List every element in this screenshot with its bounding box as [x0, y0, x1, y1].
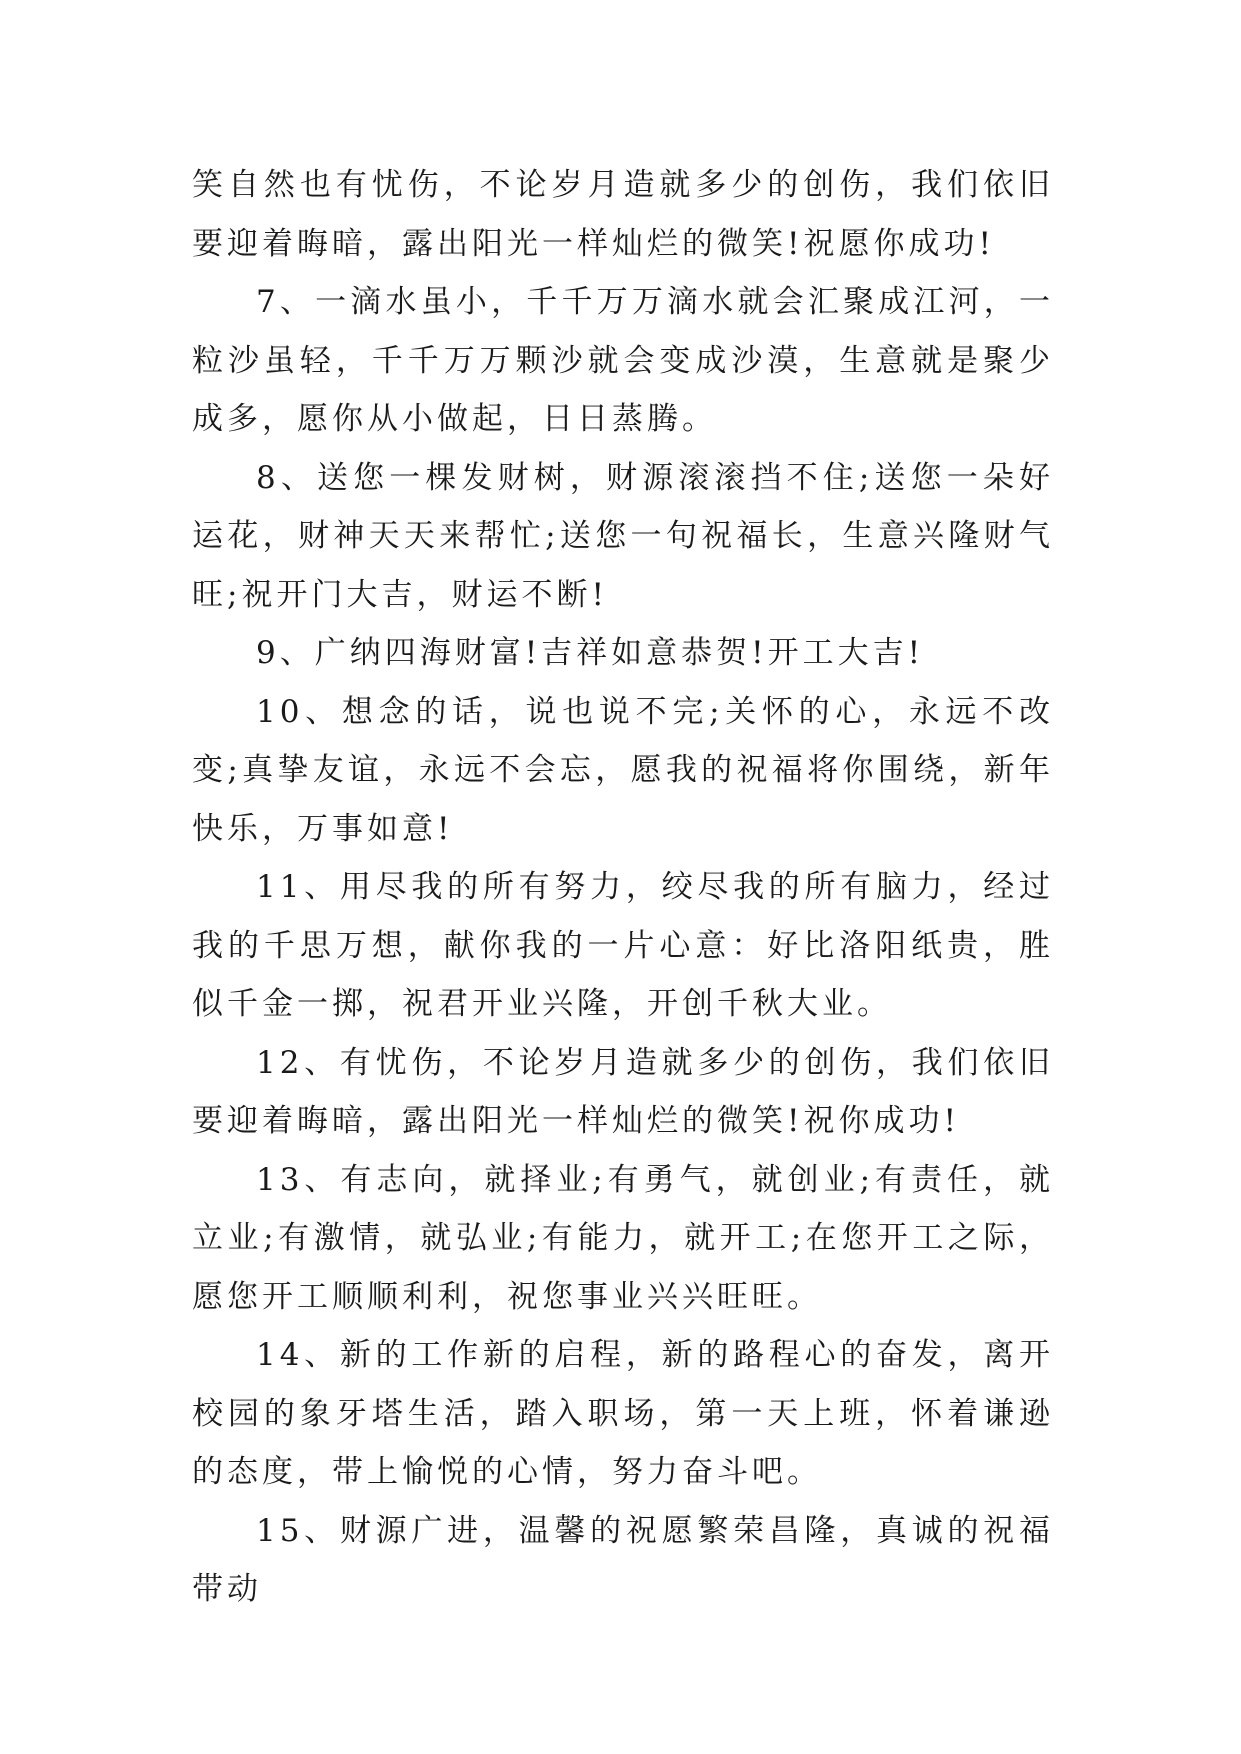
paragraph-item-14: 14、新的工作新的启程，新的路程心的奋发，离开校园的象牙塔生活，踏入职场，第一天上班，怀着谦逊的态度，带上愉悦的心情，努力奋斗吧。 [192, 1337, 1054, 1490]
paragraph-item-12: 12、有忧伤，不论岁月造就多少的创伤，我们依旧要迎着晦暗，露出阳光一样灿烂的微笑!祝你成功! [192, 1044, 1054, 1139]
document-body [192, 156, 1054, 1619]
paragraph-item-9: 9、广纳四海财富!吉祥如意恭贺!开工大吉! [256, 635, 925, 671]
paragraph-continuation: 笑自然也有忧伤，不论岁月造就多少的创伤，我们依旧要迎着晦暗，露出阳光一样灿烂的微笑!祝愿你成功! [192, 167, 1054, 262]
paragraph-item-10: 10、想念的话，说也说不完;关怀的心，永远不改变;真挚友谊，永远不会忘，愿我的祝福将你围绕，新年快乐，万事如意! [192, 693, 1054, 847]
paragraph-item-13: 13、有志向，就择业;有勇气，就创业;有责任，就立业;有激情，就弘业;有能力，就开工;在您开工之际，愿您开工顺顺利利，祝您事业兴兴旺旺。 [192, 1161, 1054, 1315]
paragraph-item-7: 7、一滴水虽小，千千万万滴水就会汇聚成江河，一粒沙虽轻，千千万万颗沙就会变成沙漠，生意就是聚少成多，愿你从小做起，日日蒸腾。 [192, 284, 1054, 437]
paragraph-item-15: 15、财源广进，温馨的祝愿繁荣昌隆，真诚的祝福带动 [192, 1512, 1054, 1607]
paragraph-item-11: 11、用尽我的所有努力，绞尽我的所有脑力，经过我的千思万想，献你我的一片心意：好比洛阳纸贵，胜似千金一掷，祝君开业兴隆，开创千秋大业。 [192, 869, 1054, 1022]
paragraph-item-8: 8、送您一棵发财树，财源滚滚挡不住;送您一朵好运花，财神天天来帮忙;送您一句祝福长，生意兴隆财气旺;祝开门大吉，财运不断! [192, 459, 1054, 613]
